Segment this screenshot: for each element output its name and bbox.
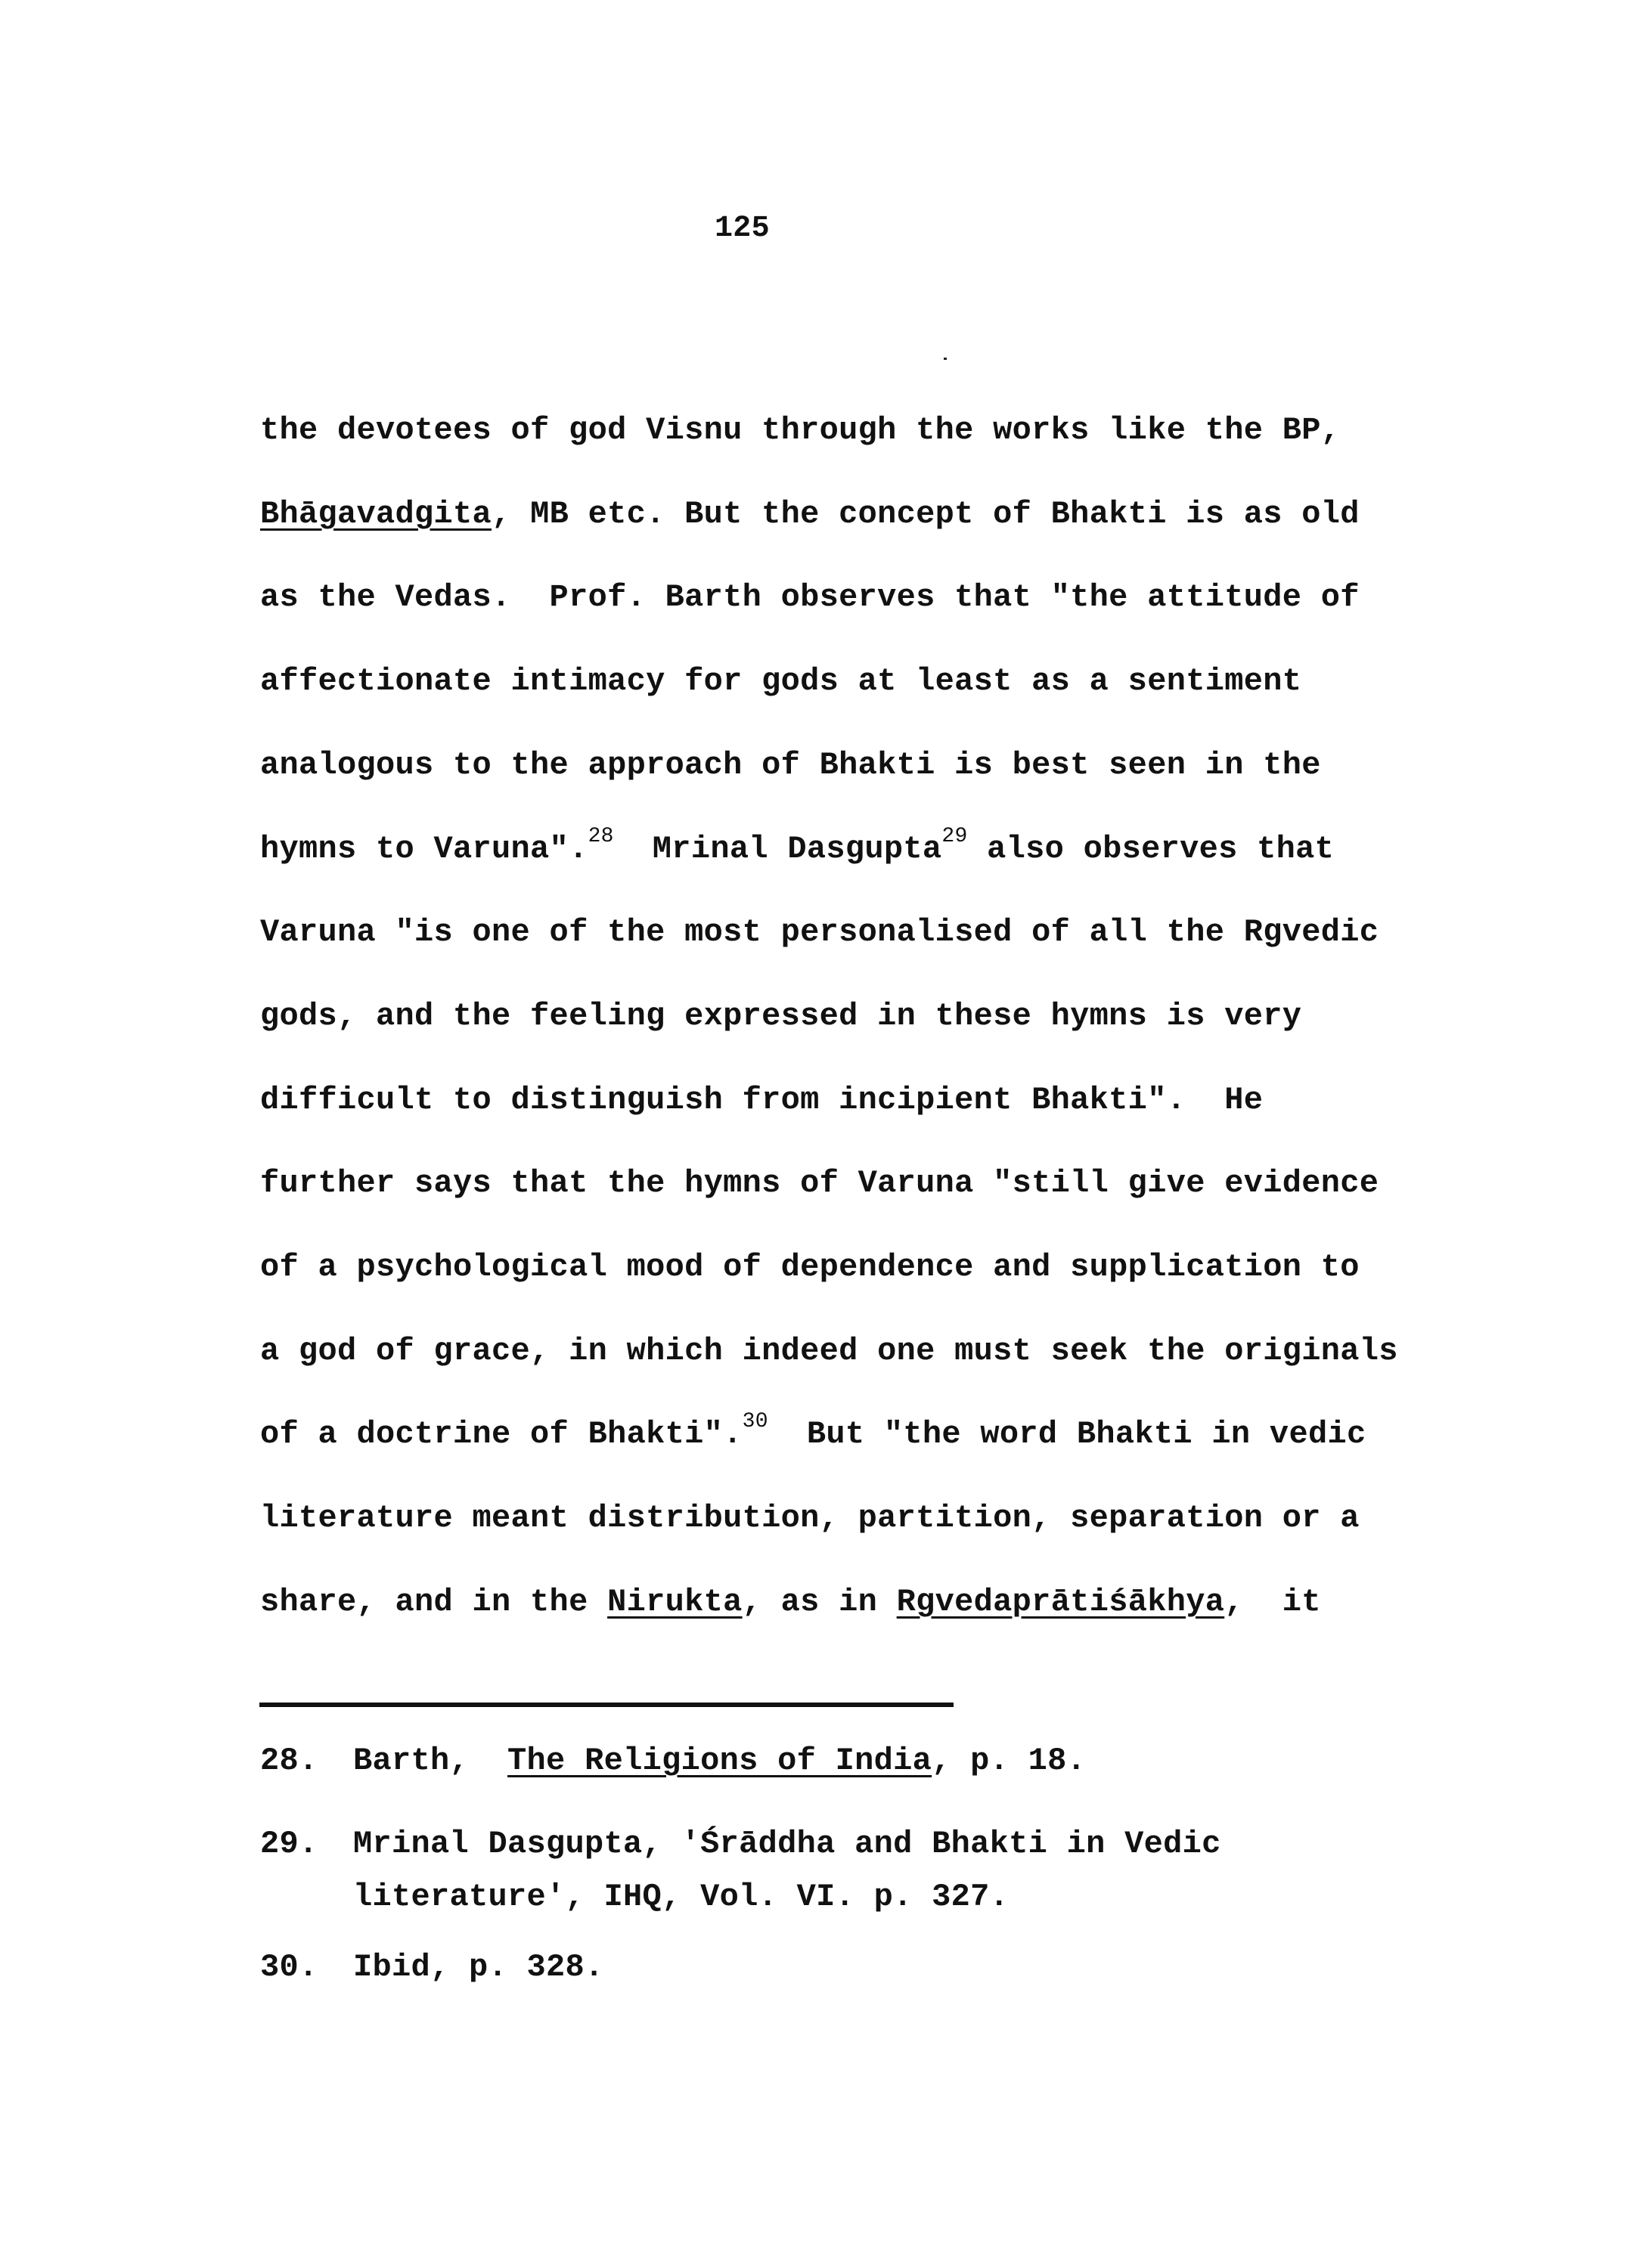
body-line [260, 1333, 1398, 1369]
text-run: Varuna "is one of the most personalised of all the Rgvedic [260, 914, 1379, 951]
footnote-number: 30. [260, 1949, 318, 1985]
text-run: Mrinal Dasgupta, 'Śrāddha and Bhakti in Vedic [353, 1826, 1221, 1862]
footnote-separator [259, 1703, 954, 1707]
underlined-title: Bhāgavadgita [260, 495, 492, 532]
footnote-number: 28. [260, 1743, 318, 1779]
body-line [260, 1082, 1263, 1118]
body-line [260, 747, 1321, 783]
footnote-text [353, 1949, 604, 1985]
text-run: , p. 18. [932, 1743, 1087, 1779]
body-line [260, 1165, 1379, 1201]
text-run: of a doctrine of Bhakti". [260, 1416, 743, 1453]
footnote-text [353, 1826, 1221, 1862]
text-run: literature', IHQ, Vol. VI. p. 327. [353, 1879, 1010, 1915]
footnote-reference: 28 [588, 824, 614, 848]
underlined-title: Nirukta [607, 1583, 743, 1620]
body-line [260, 1410, 1366, 1453]
text-run: affectionate intimacy for gods at least as a sentiment [260, 663, 1302, 700]
body-line [260, 1500, 1360, 1536]
text-run: But "the word Bhakti in vedic [768, 1416, 1366, 1453]
text-run: Ibid, p. 328. [353, 1949, 604, 1985]
text-run: further says that the hymns of Varuna "still give evidence [260, 1165, 1379, 1202]
body-line [260, 1584, 1321, 1620]
underlined-title: Rgvedaprātiśākhya [896, 1583, 1225, 1620]
body-line [260, 824, 1335, 867]
text-run: Barth, [353, 1743, 508, 1779]
text-run: analogous to the approach of Bhakti is best seen in the [260, 746, 1321, 783]
text-run: , it [1224, 1583, 1321, 1620]
body-line [260, 496, 1360, 532]
footnote-text [353, 1743, 1086, 1779]
page-number: 125 [715, 212, 770, 246]
text-run: a god of grace, in which indeed one must seek the originals [260, 1332, 1398, 1369]
text-run: Mrinal Dasgupta [613, 830, 942, 867]
text-run: as the Vedas. Prof. Barth observes that "the attitude of [260, 579, 1360, 616]
body-line [260, 579, 1360, 615]
body-line [260, 412, 1340, 448]
footnote-reference: 30 [742, 1410, 768, 1434]
text-run: , MB etc. But the concept of Bhakti is as old [492, 495, 1360, 532]
text-run: literature meant distribution, partition, separation or a [260, 1500, 1360, 1537]
text-run: also observes that [967, 830, 1335, 867]
body-line [260, 998, 1301, 1034]
body-line [260, 914, 1379, 950]
text-run: gods, and the feeling expressed in these hymns is very [260, 997, 1302, 1034]
scan-speck [944, 358, 947, 360]
text-run: of a psychological mood of dependence and supplication to [260, 1249, 1360, 1285]
text-run: , as in [742, 1583, 897, 1620]
text-run: the devotees of god Visnu through the works like the BP, [260, 412, 1341, 448]
footnote-number: 29. [260, 1826, 318, 1862]
footnote-reference: 29 [941, 824, 968, 848]
text-run: difficult to distinguish from incipient Bhakti". He [260, 1081, 1264, 1118]
text-run: share, and in the [260, 1583, 608, 1620]
text-run: hymns to Varuna". [260, 830, 588, 867]
underlined-title: The Religions of India [507, 1743, 932, 1779]
body-line [260, 663, 1301, 699]
body-line [260, 1249, 1360, 1285]
footnote-text [353, 1879, 1009, 1915]
